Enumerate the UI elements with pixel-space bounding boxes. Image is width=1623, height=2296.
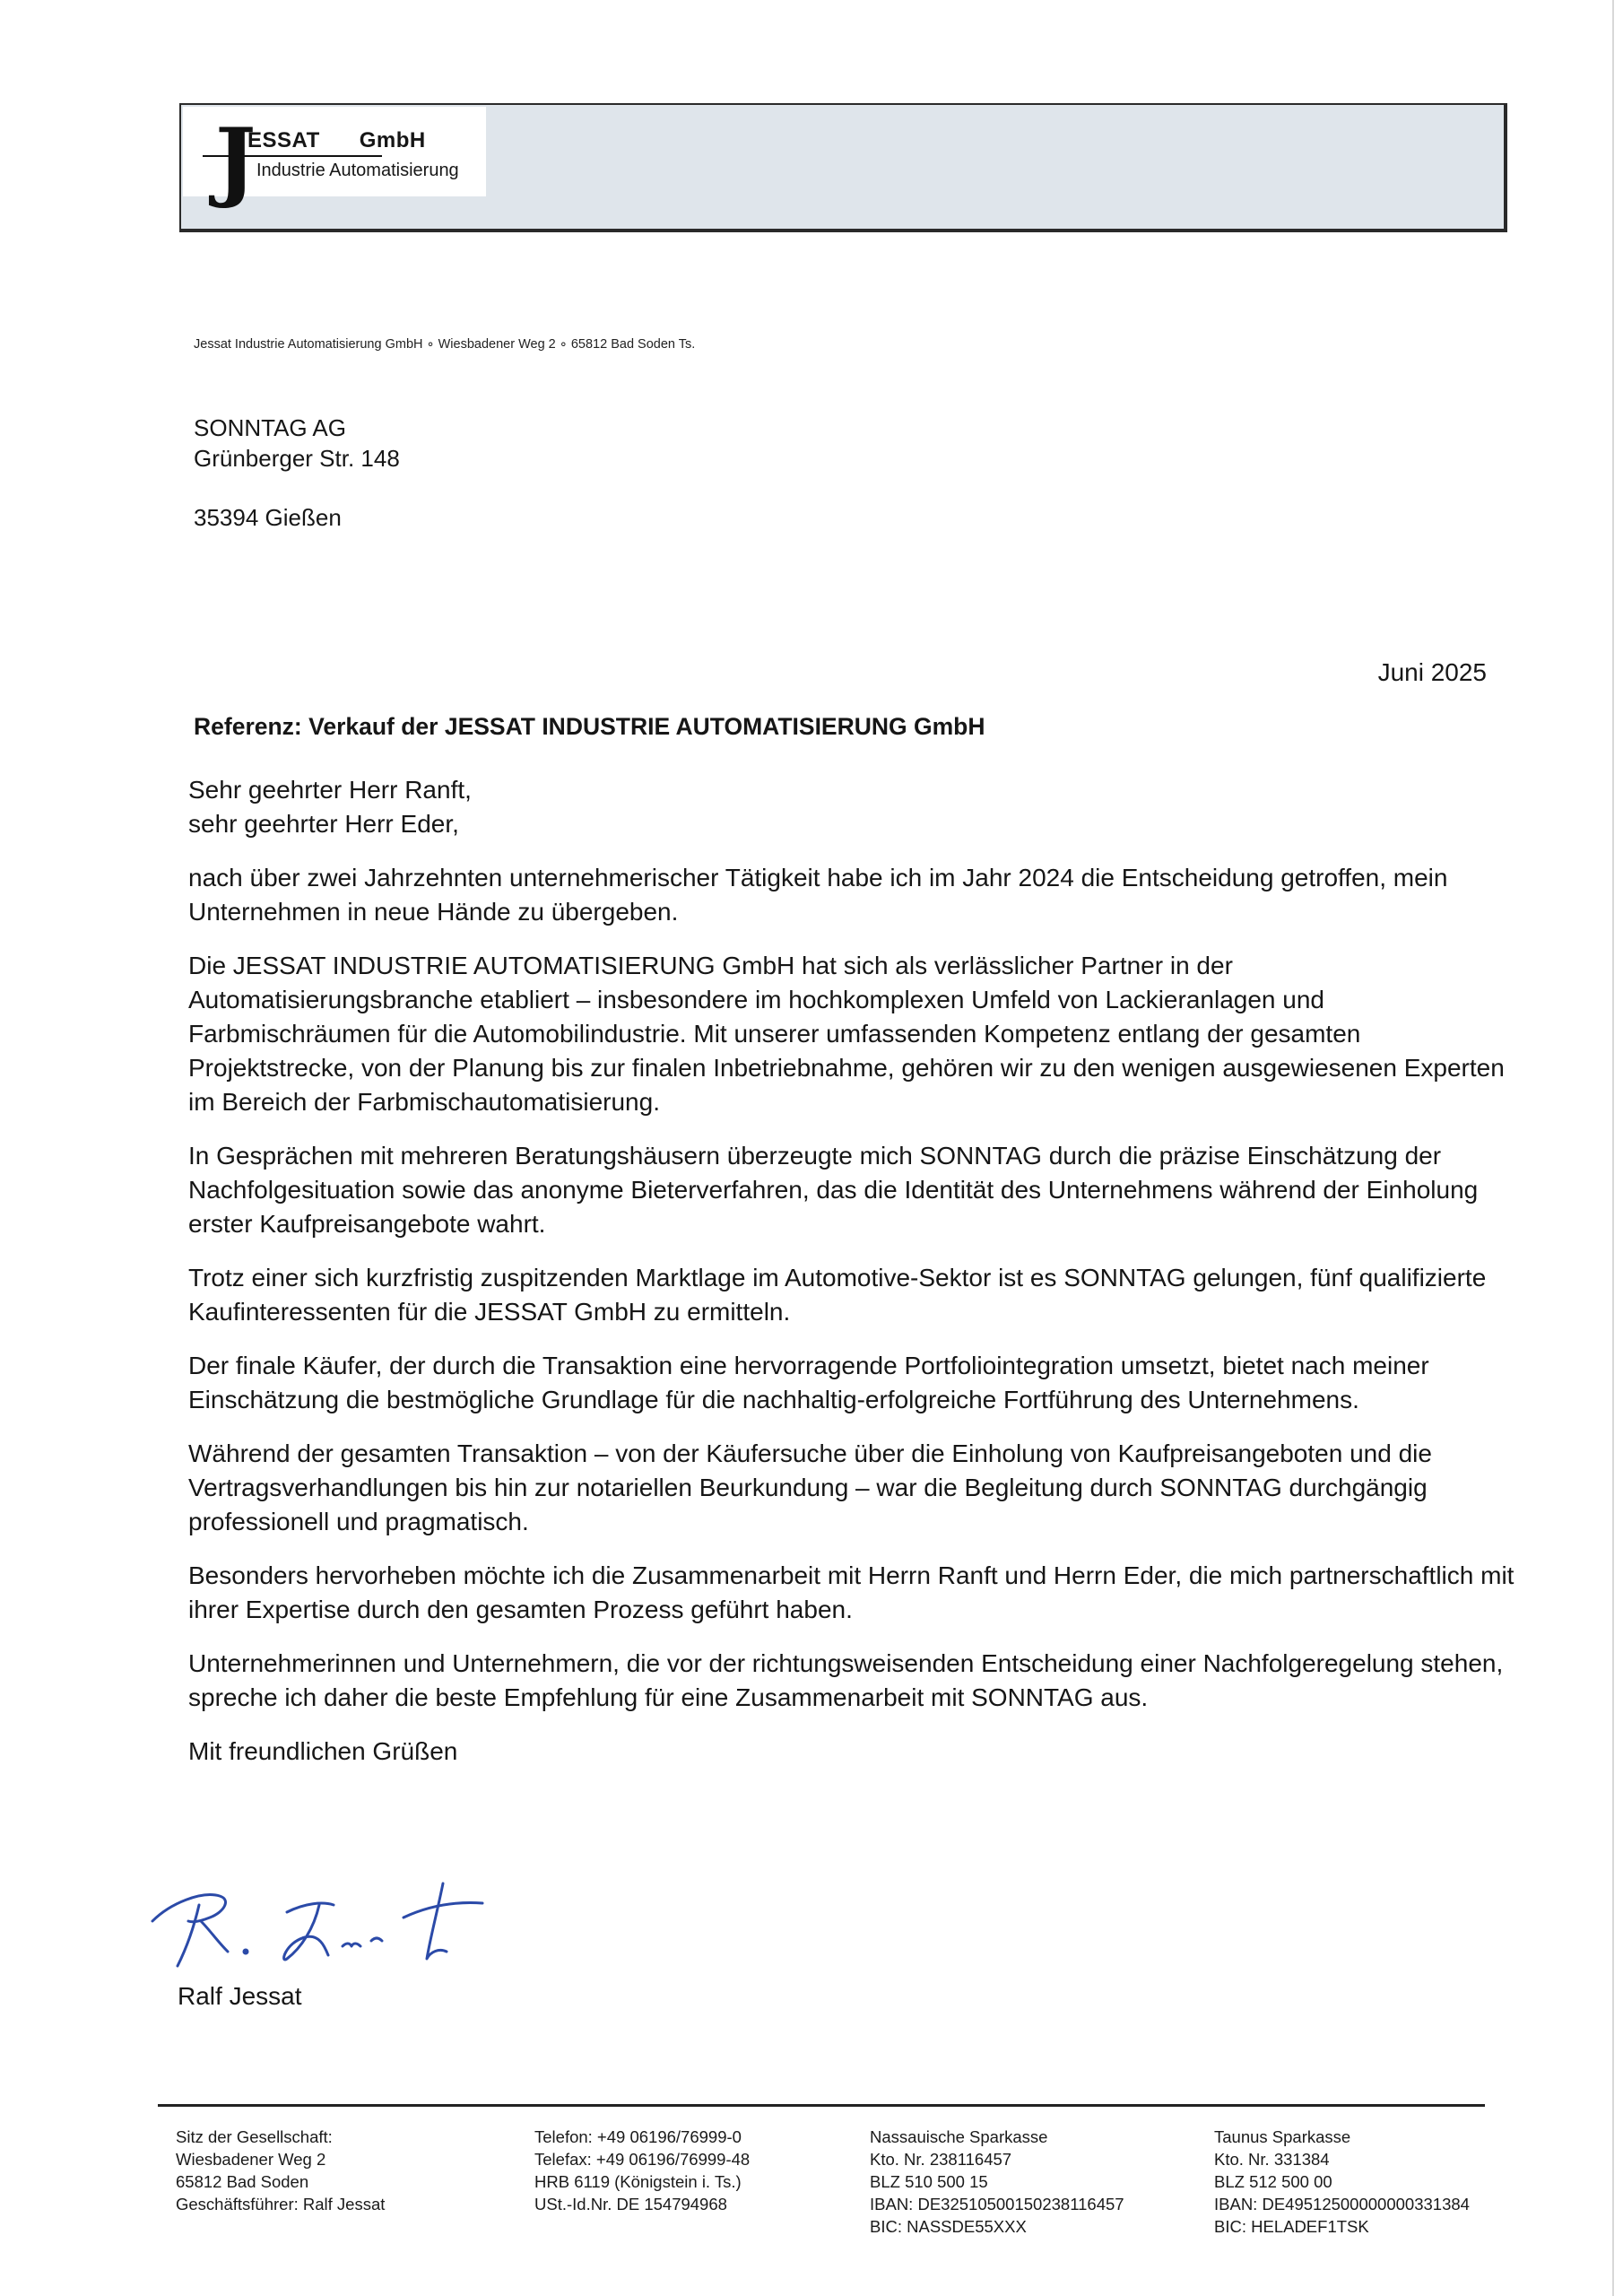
logo-company-name-part1: ESSAT xyxy=(247,128,320,152)
footer-line: Geschäftsführer: Ralf Jessat xyxy=(176,2195,386,2213)
sender-return-address: Jessat Industrie Automatisierung GmbH ∘ Wiesbadener Weg 2 ∘ 65812 Bad Soden Ts. xyxy=(194,337,696,352)
recipient-street: Grünberger Str. 148 xyxy=(194,445,400,472)
footer-line: IBAN: DE32510500150238116457 xyxy=(870,2195,1124,2213)
letter-subject: Referenz: Verkauf der JESSAT INDUSTRIE AUTOMATISIERUNG GmbH xyxy=(194,713,985,740)
footer-line: BIC: HELADEF1TSK xyxy=(1214,2217,1369,2236)
logo-initial: J xyxy=(215,109,256,211)
footer-bank-2 xyxy=(1214,2126,1470,2238)
footer-line: Kto. Nr. 331384 xyxy=(1214,2150,1330,2169)
body-paragraph: Der finale Käufer, der durch die Transaktion eine hervorragende Portfoliointegration umsetzt, bietet nach meiner Einschätzung die bestmögliche Grundlage für die nachhaltig-erfolgreiche Fortführung des Unternehmens. xyxy=(188,1352,1429,1413)
letter-body xyxy=(188,773,1515,1769)
body-paragraph: Trotz einer sich kurzfristig zuspitzenden Marktlage im Automotive-Sektor ist es SONNTAG gelungen, fünf qualifizierte Kaufinteressenten für die JESSAT GmbH zu ermitteln. xyxy=(188,1264,1487,1326)
logo-subtitle: Industrie Automatisierung xyxy=(256,161,459,180)
recipient-city: 35394 Gießen xyxy=(194,504,342,531)
footer-line: Taunus Sparkasse xyxy=(1214,2127,1351,2146)
footer-divider xyxy=(158,2104,1485,2107)
footer-line: BLZ 510 500 15 xyxy=(870,2172,988,2191)
footer-line: BLZ 512 500 00 xyxy=(1214,2172,1332,2191)
salutation-line: sehr geehrter Herr Eder, xyxy=(188,810,459,838)
footer-contact-info xyxy=(534,2126,750,2215)
footer-line: Sitz der Gesellschaft: xyxy=(176,2127,333,2146)
recipient-address xyxy=(194,413,400,533)
footer-line: Wiesbadener Weg 2 xyxy=(176,2150,326,2169)
handwritten-signature xyxy=(135,1866,511,1982)
scan-edge-line xyxy=(1612,0,1614,2296)
body-paragraph: Die JESSAT INDUSTRIE AUTOMATISIERUNG GmbH hat sich als verlässlicher Partner in der Automatisierungsbranche etabliert – insbesondere im hochkomplexen Umfeld von Lackieranlagen und Farbmischräumen für die Automobilindustrie. Mit unserer umfassenden Kompetenz entlang der gesamten Projektstrecke, von der Planung bis zur finalen Inbetriebnahme, gehören wir zu den wenigen ausgewiesenen Experten im Bereich der Farbmischautomatisierung. xyxy=(188,952,1505,1116)
closing-phrase: Mit freundlichen Grüßen xyxy=(188,1737,458,1765)
footer-line: Telefon: +49 06196/76999-0 xyxy=(534,2127,742,2146)
letter-date: Juni 2025 xyxy=(1377,658,1487,686)
body-paragraph: Während der gesamten Transaktion – von der Käufersuche über die Einholung von Kaufpreisangeboten und die Vertragsverhandlungen bis hin zur notariellen Beurkundung – war die Begleitung durch SONNTAG durchgängig professionell und pragmatisch. xyxy=(188,1439,1432,1535)
logo-company-name xyxy=(247,128,426,153)
footer-company-info xyxy=(176,2126,385,2215)
logo-company-name-part2: GmbH xyxy=(359,128,426,152)
salutation-line: Sehr geehrter Herr Ranft, xyxy=(188,776,472,804)
letterhead-banner xyxy=(179,103,1507,232)
footer-line: Telefax: +49 06196/76999-48 xyxy=(534,2150,751,2169)
footer-line: Nassauische Sparkasse xyxy=(870,2127,1048,2146)
footer-line: HRB 6119 (Königstein i. Ts.) xyxy=(534,2172,742,2191)
body-paragraph: Besonders hervorheben möchte ich die Zusammenarbeit mit Herrn Ranft und Herrn Eder, die mich partnerschaftlich mit ihrer Expertise durch den gesamten Prozess geführt haben. xyxy=(188,1561,1515,1623)
body-paragraph: nach über zwei Jahrzehnten unternehmerischer Tätigkeit habe ich im Jahr 2024 die Entscheidung getroffen, mein Unternehmen in neue Hände zu übergeben. xyxy=(188,864,1448,926)
footer-line: BIC: NASSDE55XXX xyxy=(870,2217,1027,2236)
body-paragraph: In Gesprächen mit mehreren Beratungshäusern überzeugte mich SONNTAG durch die präzise Einschätzung der Nachfolgesituation sowie das anonyme Bieterverfahren, das die Identität des Unternehmens während der Einholung erster Kaufpreisangebote wahrt. xyxy=(188,1142,1479,1238)
footer-line: IBAN: DE49512500000000331384 xyxy=(1214,2195,1470,2213)
footer-bank-1 xyxy=(870,2126,1124,2238)
company-logo xyxy=(183,107,486,211)
footer-line: Kto. Nr. 238116457 xyxy=(870,2150,1012,2169)
footer-line: 65812 Bad Soden xyxy=(176,2172,309,2191)
salutation xyxy=(188,773,1515,841)
recipient-name: SONNTAG AG xyxy=(194,414,346,441)
footer-line: USt.-Id.Nr. DE 154794968 xyxy=(534,2195,727,2213)
signer-name: Ralf Jessat xyxy=(178,1982,302,2010)
body-paragraph: Unternehmerinnen und Unternehmern, die vor der richtungsweisenden Entscheidung einer Nachfolgeregelung stehen, spreche ich daher die beste Empfehlung für eine Zusammenarbeit mit SONNTAG aus. xyxy=(188,1649,1504,1711)
